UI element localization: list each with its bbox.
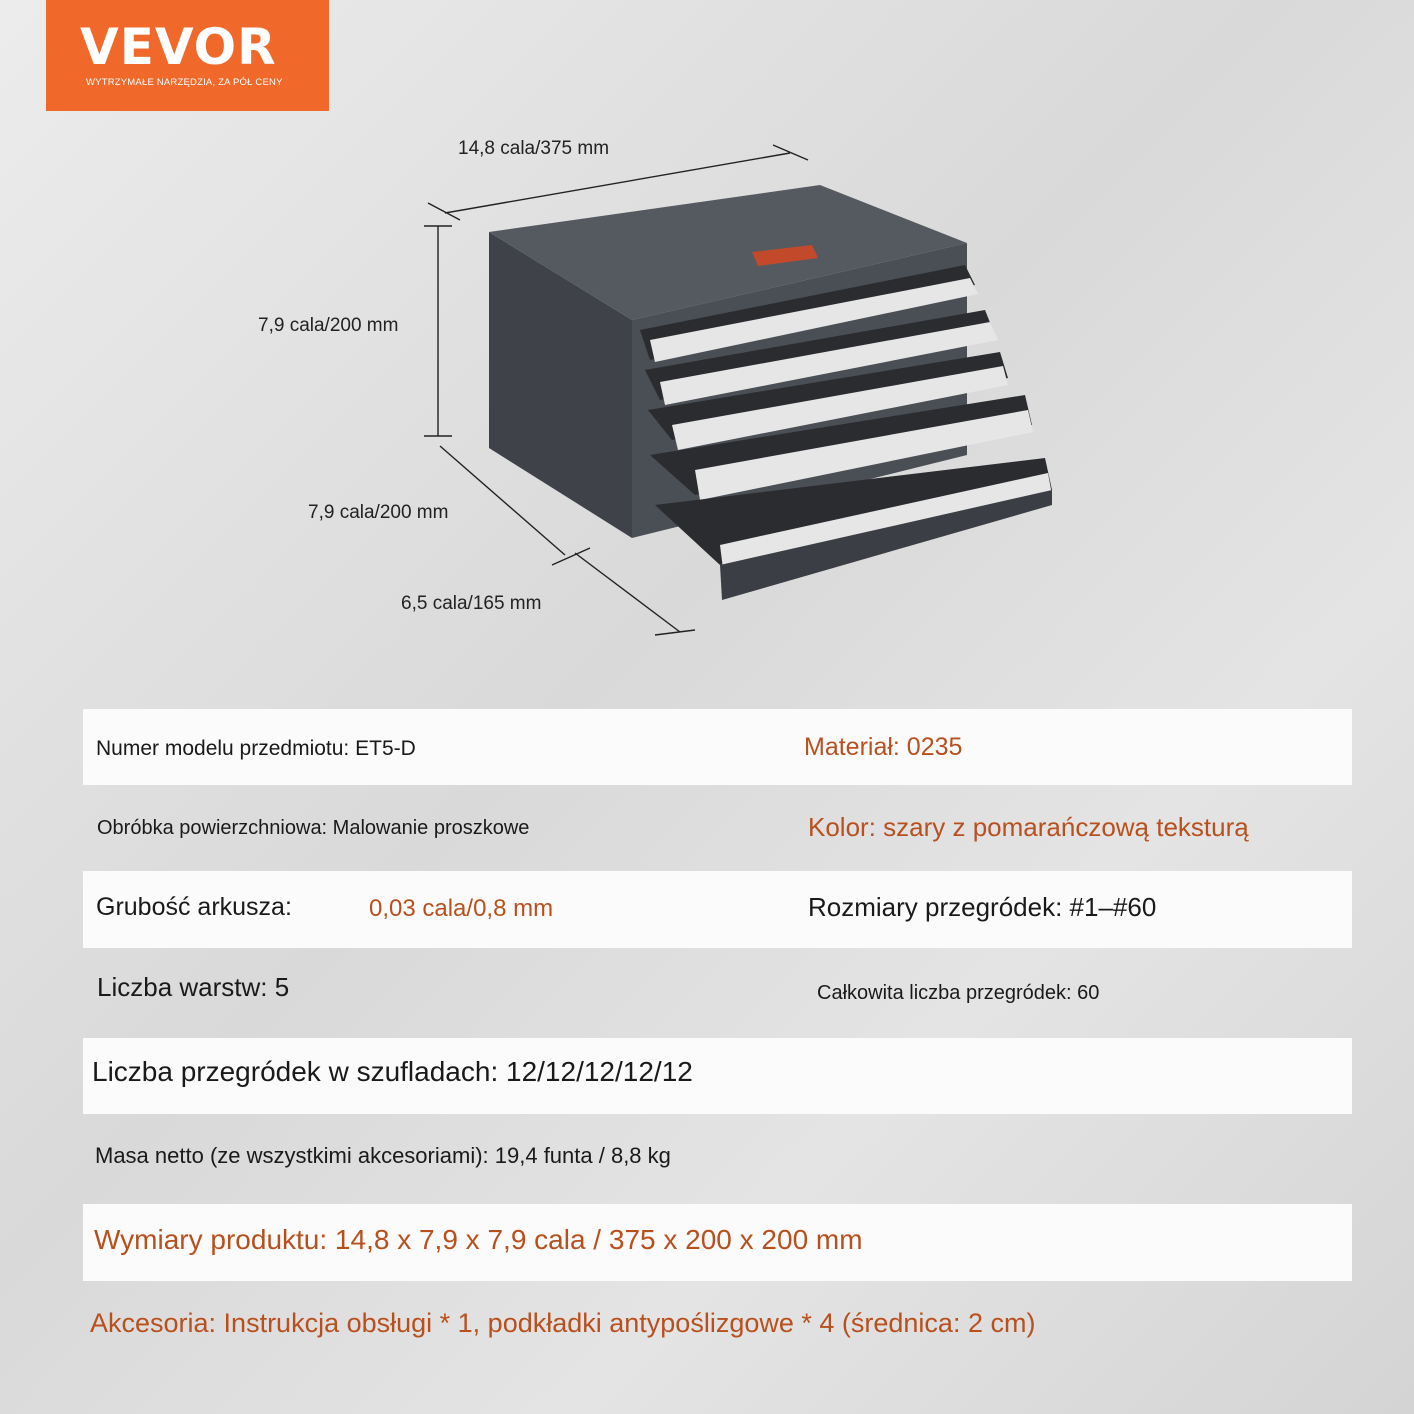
dimension-depth-label: 7,9 cala/200 mm bbox=[308, 502, 449, 523]
spec-drawer-compartments: Liczba przegródek w szufladach: 12/12/12/12/12 bbox=[92, 1056, 693, 1087]
spec-row-1 bbox=[83, 709, 1352, 785]
dimension-drawer-depth-label: 6,5 cala/165 mm bbox=[401, 593, 542, 614]
spec-accessories: Akcesoria: Instrukcja obsługi * 1, podkładki antypoślizgowe * 4 (średnica: 2 cm) bbox=[90, 1308, 1036, 1338]
spec-layers: Liczba warstw: 5 bbox=[97, 972, 290, 1002]
spec-row-3 bbox=[83, 871, 1352, 948]
spec-material: Materiał: 0235 bbox=[804, 733, 963, 761]
spec-row-6 bbox=[83, 1114, 1352, 1204]
brand-name: VEVOR bbox=[80, 18, 277, 76]
spec-product-dimensions: Wymiary produktu: 14,8 x 7,9 x 7,9 cala / 375 x 200 x 200 mm bbox=[94, 1224, 863, 1255]
spec-sheet-value: 0,03 cala/0,8 mm bbox=[369, 895, 554, 922]
spec-surface: Obróbka powierzchniowa: Malowanie proszkowe bbox=[97, 817, 530, 839]
spec-row-8 bbox=[83, 1281, 1352, 1371]
spec-row-2 bbox=[83, 785, 1352, 871]
spec-row-4 bbox=[83, 948, 1352, 1038]
brand-tagline: WYTRZYMAŁE NARZĘDZIA, ZA PÓŁ CENY bbox=[86, 77, 283, 88]
spec-total-compartments: Całkowita liczba przegródek: 60 bbox=[817, 982, 1100, 1004]
spec-net-mass: Masa netto (ze wszystkimi akcesoriami): 19,4 funta / 8,8 kg bbox=[95, 1143, 671, 1168]
dimension-height-label: 7,9 cala/200 mm bbox=[258, 315, 399, 336]
spec-row-7 bbox=[83, 1204, 1352, 1281]
spec-compartment-sizes: Rozmiary przegródek: #1–#60 bbox=[808, 892, 1157, 922]
dimension-width-label: 14,8 cala/375 mm bbox=[458, 138, 610, 159]
spec-model: Numer modelu przedmiotu: ET5-D bbox=[96, 737, 416, 760]
drawer-cabinet-illustration bbox=[0, 0, 1414, 700]
spec-color: Kolor: szary z pomarańczową teksturą bbox=[808, 812, 1249, 842]
spec-sheet-label: Grubość arkusza: bbox=[96, 893, 292, 921]
spec-row-5 bbox=[83, 1038, 1352, 1114]
